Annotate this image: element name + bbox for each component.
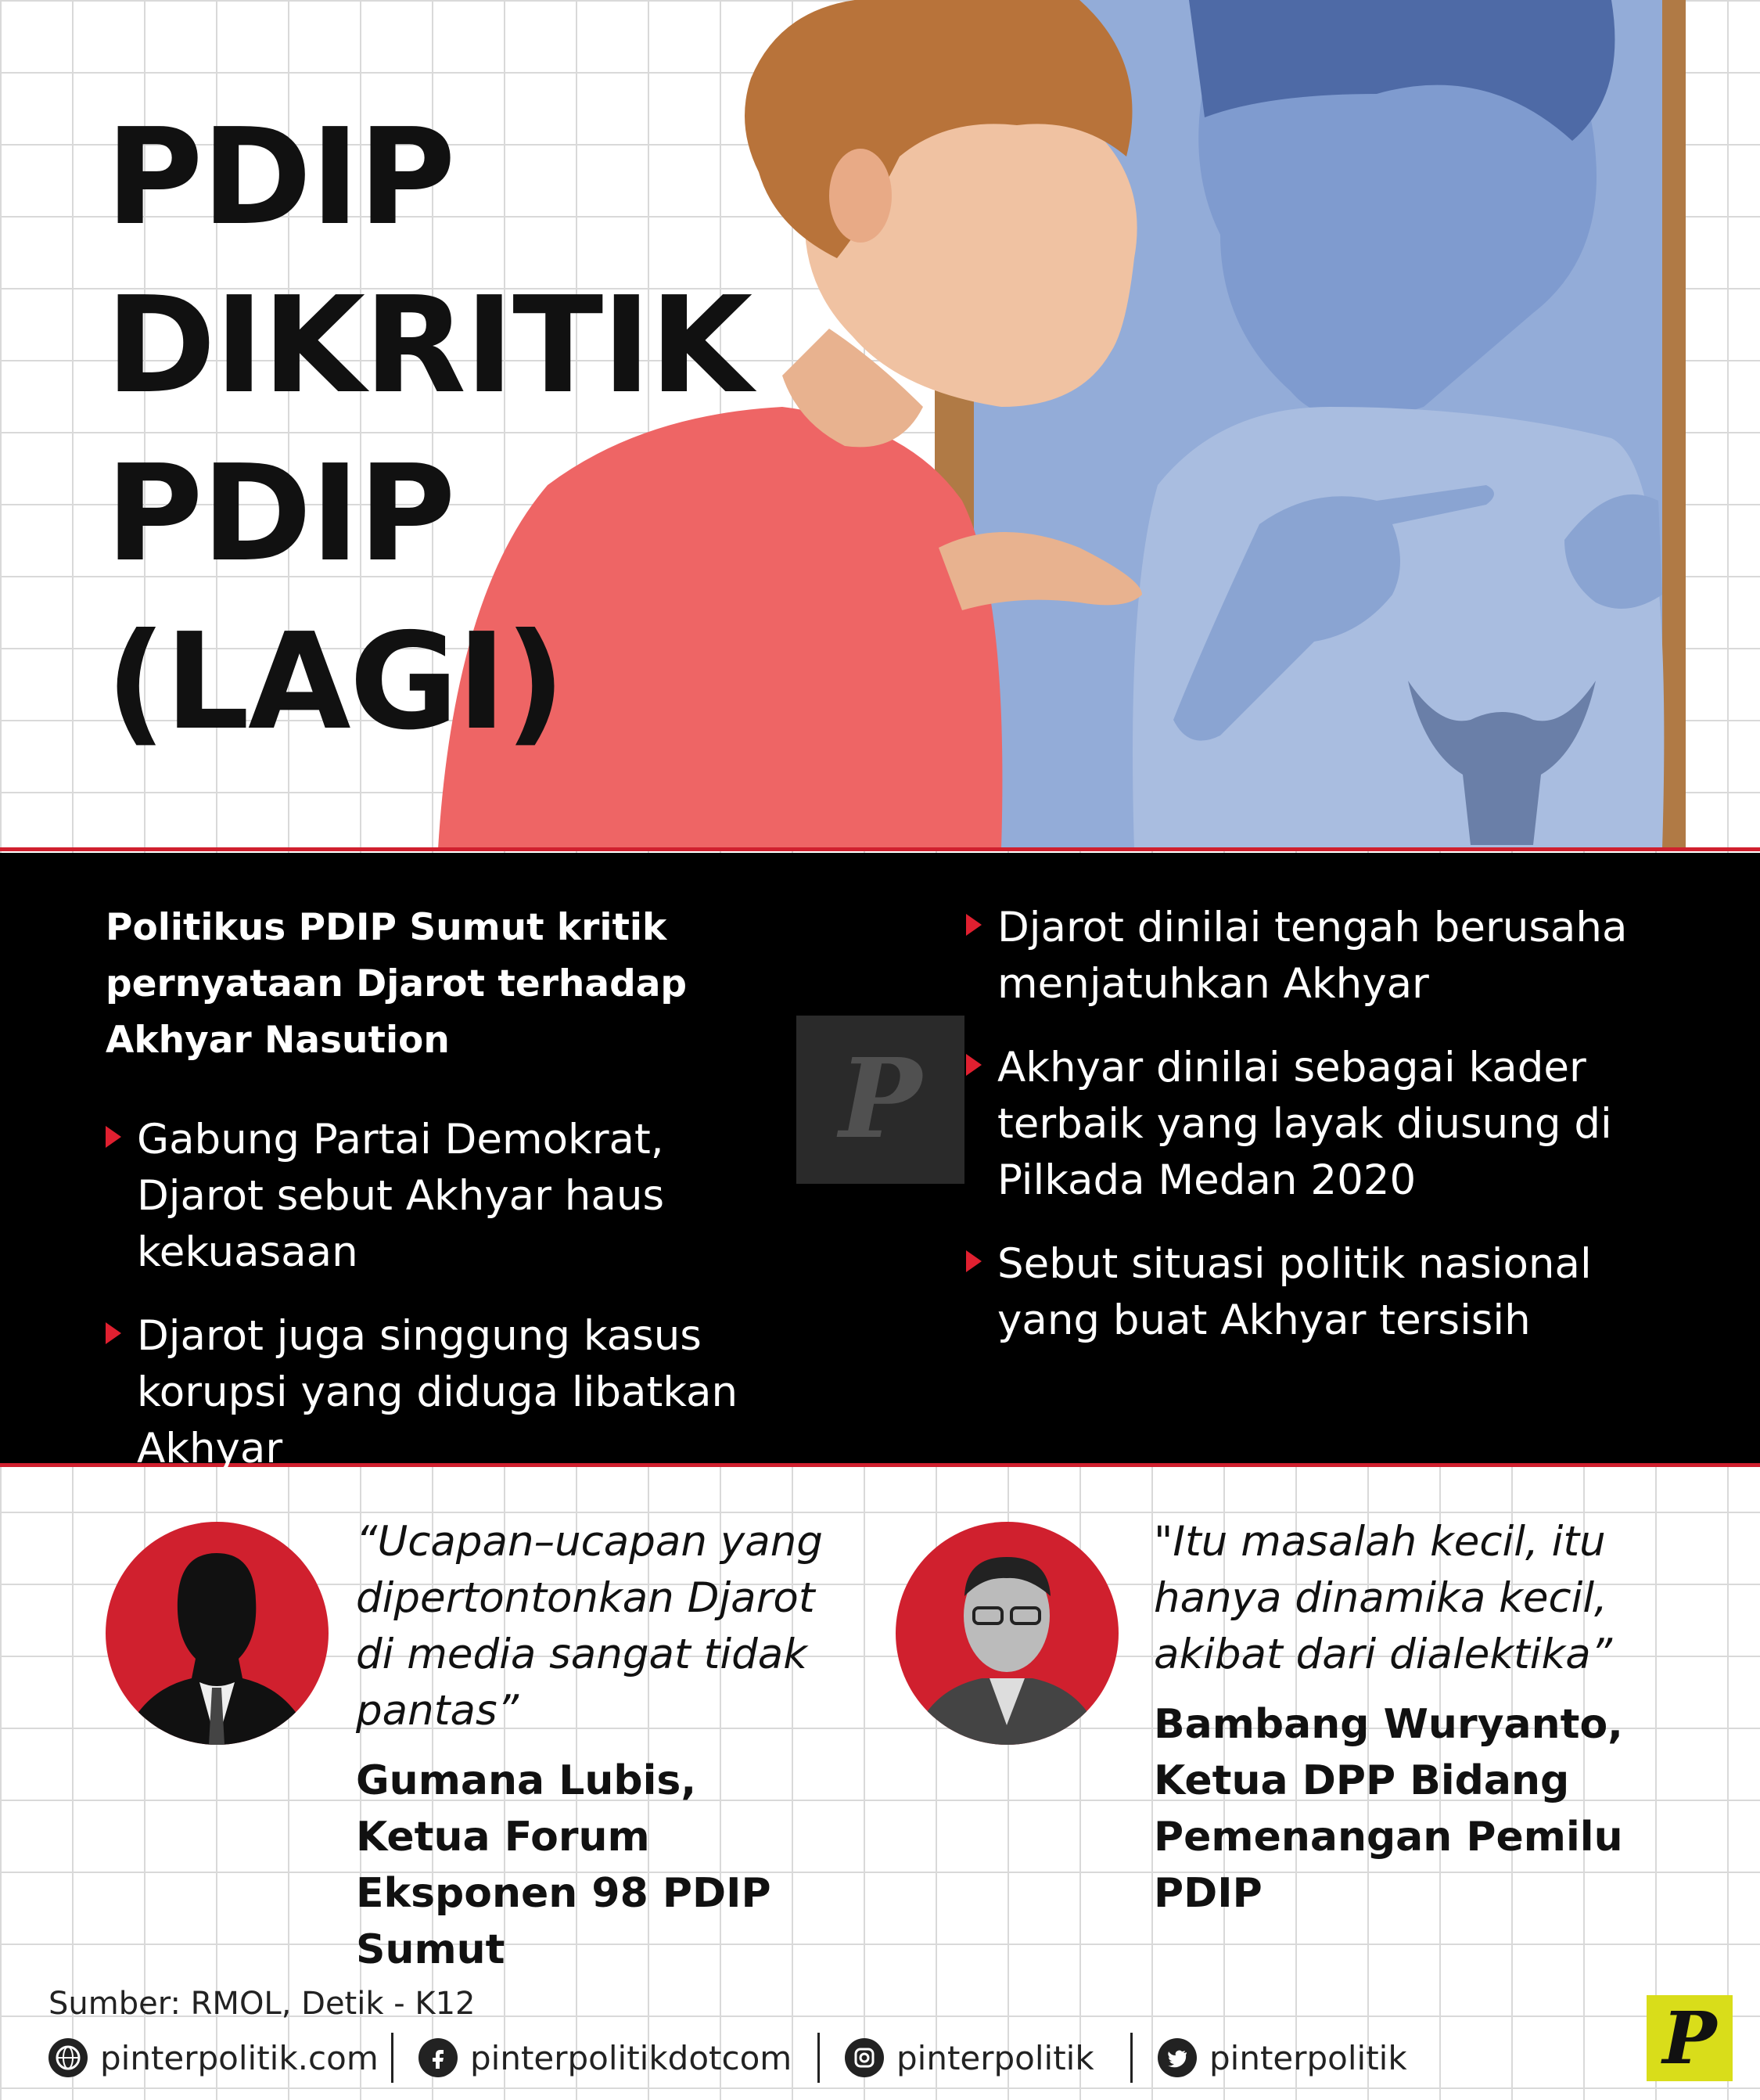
globe-icon bbox=[48, 2038, 88, 2077]
title-line-4: (LAGI) bbox=[106, 605, 565, 760]
social-label: pinterpolitikdotcom bbox=[470, 2038, 792, 2077]
panel-lead: Politikus PDIP Sumut kritik pernyataan Djarot terhadap Akhyar Nasution bbox=[106, 906, 688, 1062]
quote-text: "Itu masalah kecil, itu hanya dinamika kecil, akibat dari dialektika” bbox=[1154, 1518, 1613, 1678]
bullet-arrow-icon bbox=[106, 1126, 121, 1148]
bullet-item bbox=[106, 1112, 794, 1281]
bullet-text: Djarot juga singgung kasus korupsi yang diduga libatkan Akhyar bbox=[137, 1312, 738, 1473]
social-link-twitter[interactable] bbox=[1158, 2034, 1407, 2081]
bullet-arrow-icon bbox=[966, 1250, 982, 1272]
panel-top-divider bbox=[0, 847, 1760, 851]
twitter-icon bbox=[1158, 2038, 1197, 2077]
social-link-website[interactable] bbox=[48, 2034, 379, 2081]
quote-speaker: Bambang Wuryanto, Ketua DPP Bidang Pemenangan Pemilu PDIP bbox=[1154, 1701, 1623, 1917]
social-link-instagram[interactable] bbox=[845, 2034, 1094, 2081]
instagram-icon bbox=[845, 2038, 884, 2077]
footer-divider bbox=[817, 2033, 820, 2083]
bullet-arrow-icon bbox=[966, 914, 982, 936]
bullet-text: Akhyar dinilai sebagai kader terbaik yang layak diusung di Pilkada Medan 2020 bbox=[997, 1044, 1612, 1204]
title-line-3: PDIP bbox=[106, 437, 454, 592]
bullet-item bbox=[966, 1236, 1670, 1349]
facebook-icon bbox=[418, 2038, 458, 2077]
bullet-arrow-icon bbox=[966, 1054, 982, 1076]
quote-text: “Ucapan–ucapan yang dipertontonkan Djarot di media sangat tidak pantas” bbox=[356, 1518, 823, 1735]
footer-divider bbox=[1130, 2033, 1133, 2083]
footer-divider bbox=[391, 2033, 393, 2083]
social-label: pinterpolitik bbox=[1209, 2038, 1407, 2077]
bullet-arrow-icon bbox=[106, 1322, 121, 1344]
title-line-2: DIKRITIK bbox=[106, 268, 752, 423]
speaker-avatar-silhouette bbox=[106, 1522, 329, 1745]
bullet-text: Djarot dinilai tengah berusaha menjatuhkan Akhyar bbox=[997, 904, 1628, 1008]
social-link-facebook[interactable] bbox=[418, 2034, 792, 2081]
speaker-avatar-photo bbox=[896, 1522, 1119, 1745]
bullet-item bbox=[966, 900, 1670, 1012]
pinterpolitik-logo: P bbox=[1647, 1995, 1733, 2081]
bullet-item bbox=[106, 1308, 794, 1477]
quote-speaker: Gumana Lubis, Ketua Forum Eksponen 98 PDIP Sumut bbox=[356, 1757, 771, 1973]
source-credit: Sumber: RMOL, Detik - K12 bbox=[48, 1986, 476, 2022]
bullet-item bbox=[966, 1040, 1670, 1209]
infographic-title bbox=[106, 94, 751, 767]
panel-left-column bbox=[106, 900, 794, 1505]
watermark-logo: P bbox=[796, 1016, 964, 1184]
social-label: pinterpolitik.com bbox=[100, 2038, 379, 2077]
bullet-text: Gabung Partai Demokrat, Djarot sebut Akhyar haus kekuasaan bbox=[137, 1116, 665, 1276]
bullet-text: Sebut situasi politik nasional yang buat Akhyar tersisih bbox=[997, 1240, 1592, 1344]
panel-right-column bbox=[966, 900, 1670, 1376]
social-label: pinterpolitik bbox=[896, 2038, 1094, 2077]
title-line-1: PDIP bbox=[106, 100, 454, 255]
